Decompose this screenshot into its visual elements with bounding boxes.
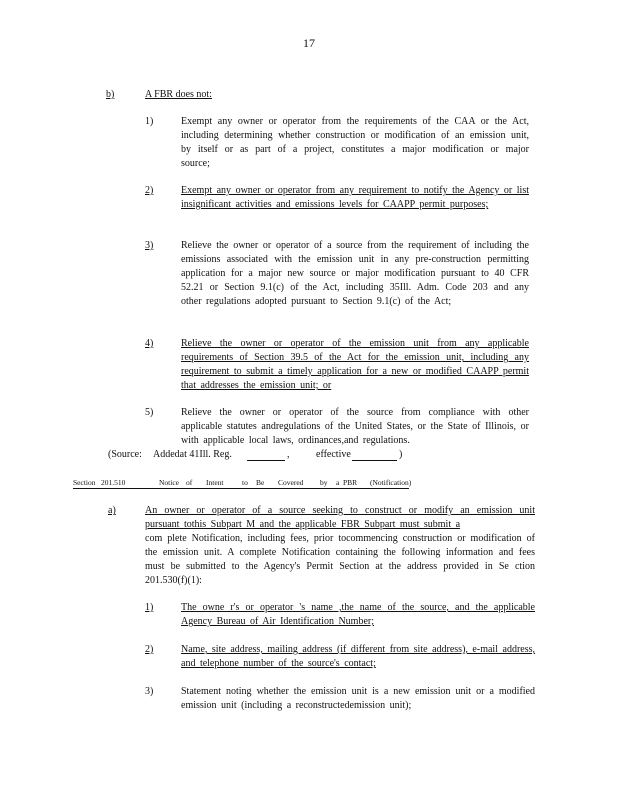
item-number: 1) bbox=[145, 602, 154, 613]
heading-word: a bbox=[336, 478, 340, 487]
item-number: 2) bbox=[145, 185, 154, 196]
source-note-added: Addedat 41Ill. Reg. bbox=[153, 449, 232, 460]
heading-word: Be bbox=[256, 478, 265, 487]
list-item-text: Statement noting whether the emission unit is a new emission unit or a modified emission unit (including a reconstructedemission unit); bbox=[181, 686, 535, 711]
list-item-text: Relieve the owner or operator of the source from compliance with other applicable statutes andregulations of the United States, or the State of Illinois, or with applicable local laws, ordinances,and regulations. bbox=[181, 407, 529, 446]
list-item-text: Exempt any owner or operator from the requirements of the CAA or the Act, including determining whether construction or modification of an emission unit, by itself or as part of a project, constitutes a major modification or major source; bbox=[181, 116, 529, 169]
heading-word: by bbox=[320, 478, 328, 487]
heading-underline bbox=[73, 488, 409, 489]
heading-word: of bbox=[186, 478, 193, 487]
page-number: 17 bbox=[303, 36, 315, 50]
blank-line bbox=[352, 448, 397, 461]
heading-word: to bbox=[242, 478, 248, 487]
heading-word: 201.510 bbox=[101, 478, 126, 487]
subsection-a-text: com plete Notification, including fees, prior tocommencing construction or modification of the emission unit. A complete Notification containing the following information and fees must be submitted to the Agency's Permit Section at the address provided in Se ction 201.530(f)(1): bbox=[145, 533, 535, 586]
list-item-text: Relieve the owner or operator of the emission unit from any applicable requirements of Section 39.5 of the Act for the emission unit, including any requirement to submit a timely application for a new or modified CAAPP permit that addresses the emission unit; or bbox=[181, 338, 529, 391]
item-number: 1) bbox=[145, 116, 154, 127]
heading-word: Intent bbox=[206, 478, 224, 487]
list-item-text: Name, site address, mailing address (if different from site address), e-mail address, and telephone number of the source's contact; bbox=[181, 644, 535, 669]
item-number: 4) bbox=[145, 338, 154, 349]
section-b-heading: A FBR does not: bbox=[145, 89, 212, 100]
source-note-prefix: (Source: bbox=[108, 449, 142, 460]
heading-word: Covered bbox=[278, 478, 304, 487]
blank-line bbox=[247, 448, 285, 461]
heading-word: PBR bbox=[343, 478, 358, 487]
subsection-a-label: a) bbox=[108, 505, 116, 516]
heading-word: Section bbox=[73, 478, 96, 487]
heading-word: Notice bbox=[159, 478, 179, 487]
list-item-text: Exempt any owner or operator from any requirement to notify the Agency or list insignificant activities and emissions levels for CAAPP permit purposes; bbox=[181, 185, 529, 210]
heading-word: (Notification) bbox=[370, 478, 412, 487]
item-number: 2) bbox=[145, 644, 154, 655]
section-b-label: b) bbox=[106, 89, 115, 100]
source-note-close: ) bbox=[399, 449, 403, 460]
list-item-text: Relieve the owner or operator of a source from the requirement of including the emissions associated with the emission unit in any pre-construction permitting application for a major new source or major modification pursuant to 40 CFR 52.21 or Section 9.1(c) of the Act, including 35Ill. Adm. Code 203 and any other regulations adopted pursuant to Section 9.1(c) of the Act; bbox=[181, 240, 529, 307]
source-note-comma: , bbox=[287, 449, 290, 460]
source-note-effective: effective bbox=[316, 449, 351, 460]
item-number: 3) bbox=[145, 240, 154, 251]
item-number: 3) bbox=[145, 686, 154, 697]
subsection-a-text-underlined: An owner or operator of a source seeking to construct or modify an emission unit pursuant tothis Subpart M and the applicable FBR Subpart must submit a bbox=[145, 505, 535, 530]
item-number: 5) bbox=[145, 407, 154, 418]
list-item-text: The owne r's or operator 's name ,the name of the source, and the applicable Agency Bureau of Air Identification Number; bbox=[181, 602, 535, 627]
